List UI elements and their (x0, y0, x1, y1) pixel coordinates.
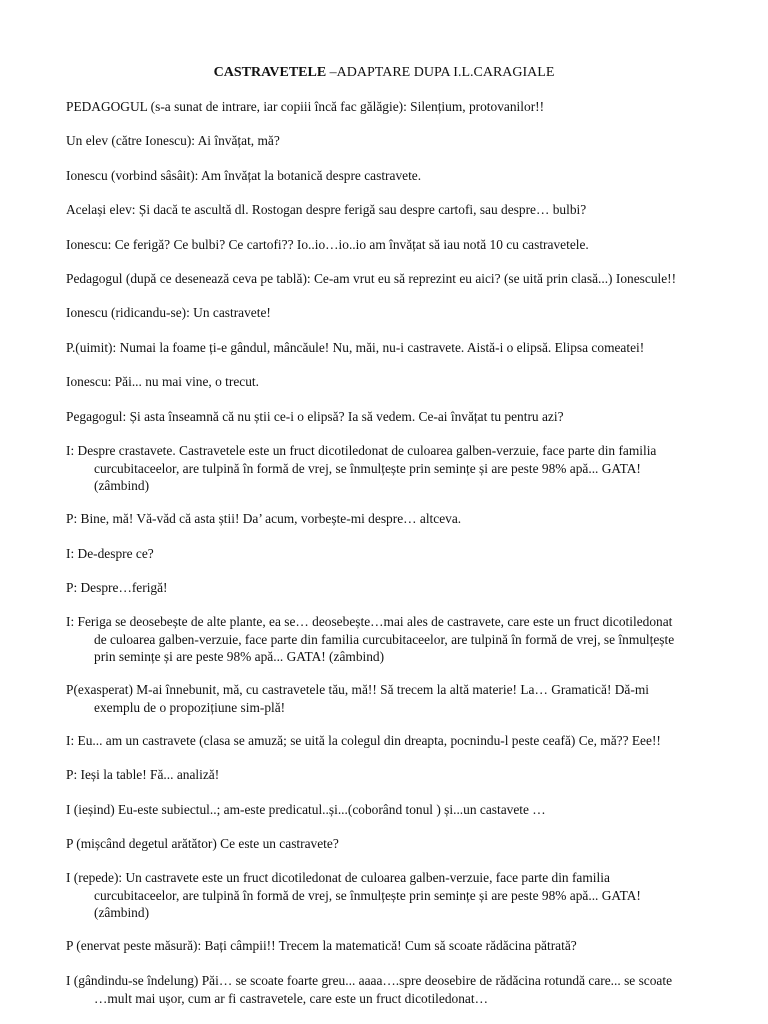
paragraph (66, 613, 746, 666)
paragraph-line: exemplu de o propozițiune sim-plă! (94, 699, 286, 715)
paragraph-line: P.(uimit): Numai la foame ți-e gândul, mâncăule! Nu, măi, nu-i castravete. Aistă-i o elipsă. Elipsa comeatei! (66, 340, 645, 355)
paragraph-line: P: Despre…ferigă! (66, 580, 168, 595)
paragraph-line: Un elev (către Ionescu): Ai învățat, mă? (66, 133, 280, 148)
paragraph (66, 339, 746, 357)
paragraph-line: curcubitaceelor, are tulpină în formă de vrej, se înmulțește prin semințe și are peste 98% apă... GATA! (94, 887, 641, 903)
paragraph (66, 972, 746, 1007)
paragraph-line: Ionescu: Ce ferigă? Ce bulbi? Ce cartofi?? Io..io…io..io am învățat să iau notă 10 cu castravetele. (66, 237, 589, 252)
paragraph (66, 835, 746, 853)
paragraph (66, 304, 746, 322)
paragraph (66, 732, 746, 750)
paragraph (66, 442, 746, 495)
title-bold-part: CASTRAVETELE (213, 65, 327, 80)
paragraph-line: Pegagogul: Și asta înseamnă că nu știi ce-i o elipsă? Ia să vedem. Ce-ai învățat tu pentru azi? (66, 409, 564, 424)
paragraph-line: I: Eu... am un castravete (clasa se amuză; se uită la colegul din dreapta, pocnindu-l peste ceafă) Ce, mă?? Eee!! (66, 733, 661, 748)
paragraph (66, 408, 746, 426)
paragraph (66, 201, 746, 219)
paragraph (66, 510, 746, 528)
paragraph (66, 937, 746, 955)
paragraph-line: P(exasperat) M-ai înnebunit, mă, cu castravetele tău, mă!! Să trecem la altă materie! La… Gramatică! Dă-mi (66, 682, 649, 697)
paragraph-line: prin semințe și are peste 98% apă... GATA! (zâmbind) (94, 649, 385, 664)
paragraph-line: I: Despre crastavete. Castravetele este un fruct dicotiledonat de culoarea galben-verzuie, face parte din familia (66, 443, 657, 458)
paragraph (66, 545, 746, 563)
paragraph-line: (zâmbind) (94, 478, 150, 493)
paragraph (66, 98, 746, 116)
paragraph-line: Același elev: Și dacă te ascultă dl. Rostogan despre ferigă sau despre cartofi, sau despre… bulbi? (66, 202, 587, 217)
paragraph-line: …mult mai ușor, cum ar fi castravetele, care este un fruct dicotiledonat… (94, 990, 488, 1006)
paragraph-line: curcubitaceelor, are tulpină în formă de vrej, se înmulțește prin semințe și are peste 98% apă... GATA! (94, 460, 641, 476)
document-title (0, 64, 768, 81)
paragraph-line: (zâmbind) (94, 905, 150, 920)
paragraph-line: P (enervat peste măsură): Bați câmpii!! Trecem la matematică! Cum să scoate rădăcina pătrată? (66, 938, 577, 953)
paragraph-line: I (repede): Un castravete este un fruct dicotiledonat de culoarea galben-verzuie, face parte din familia (66, 870, 610, 885)
paragraph-line: P: Ieși la table! Fă... analiză! (66, 767, 220, 782)
paragraph (66, 132, 746, 150)
paragraph (66, 167, 746, 185)
paragraph-line: I: Feriga se deosebește de alte plante, ea se… deosebește…mai ales de castravete, care este un fruct dicotiledonat (66, 614, 673, 629)
paragraph-line: I (gândindu-se îndelung) Păi… se scoate foarte greu... aaaa….spre deosebire de rădăcina rotundă care... se scoate (66, 973, 673, 988)
paragraph (66, 801, 746, 819)
paragraph (66, 270, 746, 288)
paragraph-line: P: Bine, mă! Vă-văd că asta știi! Da’ acum, vorbește-mi despre… altceva. (66, 511, 462, 526)
paragraph-line: I (ieșind) Eu-este subiectul..; am-este predicatul..și...(coborând tonul ) și...un castavete … (66, 802, 546, 817)
paragraph-line: Pedagogul (după ce desenează ceva pe tablă): Ce-am vrut eu să reprezint eu aici? (se uită prin clasă...) Ionescule!! (66, 271, 677, 286)
paragraph-line: Ionescu (vorbind sâsâit): Am învățat la botanică despre castravete. (66, 168, 422, 183)
paragraph-line: PEDAGOGUL (s-a sunat de intrare, iar copiii încă fac gălăgie): Silențium, protovanilor!! (66, 99, 545, 114)
paragraph-line: de culoarea galben-verzuie, face parte din familia curcubitaceelor, are tulpină în formă de vrej, se înmulțește (94, 631, 675, 647)
paragraph (66, 681, 746, 716)
paragraph (66, 579, 746, 597)
title-rest-part: –ADAPTARE DUPA I.L.CARAGIALE (326, 65, 555, 80)
paragraph-line: Ionescu: Păi... nu mai vine, o trecut. (66, 374, 260, 389)
paragraph-line: Ionescu (ridicandu-se): Un castravete! (66, 305, 271, 320)
paragraph (66, 766, 746, 784)
paragraph-line: I: De-despre ce? (66, 546, 154, 561)
paragraph (66, 373, 746, 391)
paragraph-line: P (mișcând degetul arătător) Ce este un castravete? (66, 836, 339, 851)
paragraph (66, 869, 746, 922)
paragraph (66, 236, 746, 254)
